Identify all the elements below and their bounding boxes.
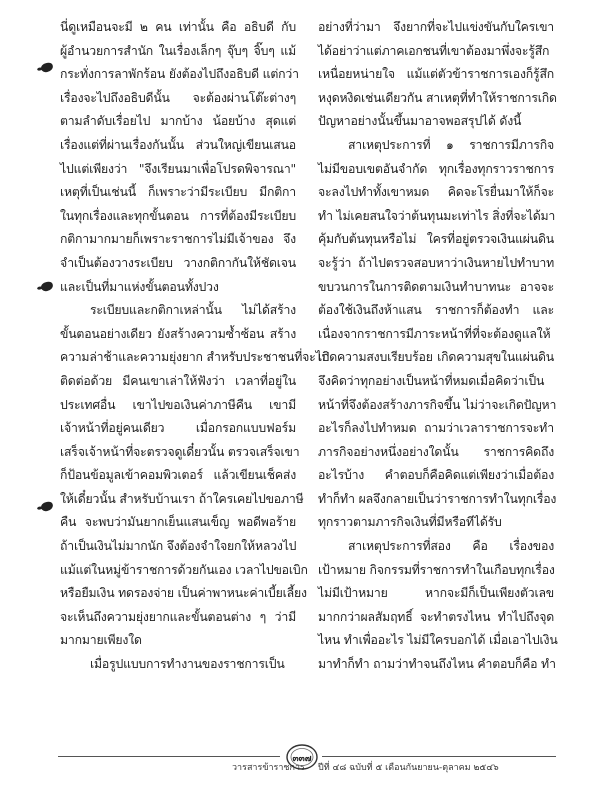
text-line: เป้าหมาย กิจกรรมที่ราชการทำในเกือบทุกเรื่อง: [318, 562, 555, 577]
text-line: เจ้าหน้าที่อยู่คนเดียว เมื่อกรอกแบบฟอร์ม: [60, 421, 296, 436]
footer-rule-right: [322, 756, 556, 757]
text-line: ไม่มีขอบเขตอันจำกัด ทุกเรื่องทุกราวราชการ: [318, 161, 554, 176]
text-line: คุ้มกับต้นทุนหรือไม่ ใครที่อยู่ตรวจเงินแผ่นดิน: [318, 232, 554, 247]
text-line: หงุดหงิดเช่นเดียวกัน สาเหตุที่ทำให้ราชการเกิด: [318, 90, 557, 105]
text-line: ก็ป้อนข้อมูลเข้าคอมพิวเตอร์ แล้วเขียนเช็คส่ง: [60, 468, 296, 483]
text-line: เหตุที่เป็นเช่นนี้ ก็เพราะว่ามีระเบียบ มีกติกา: [60, 185, 296, 200]
text-line: กติกามากมายก็เพราะราชการไม่มีเจ้าของ จึง: [60, 232, 296, 247]
text-line: มาทำก็ทำ ถามว่าทำจนถึงไหน คำตอบก็คือ ทำ: [318, 657, 556, 672]
text-line: ติดต่อด้วย มีคนเขาเล่าให้ฟังว่า เวลาที่อยู่ใน: [60, 373, 296, 388]
text-line: จะรู้ว่า ถ้าไปตรวจสอบหาว่าเงินหายไปทำบาท: [318, 255, 554, 270]
text-line: ทุกราวตามภารกิจเงินที่มีหรือทีได้รับ: [318, 515, 502, 530]
text-line: ภารกิจอย่างหนึ่งอย่างใดนั้น ราชการคิดถึง: [318, 444, 554, 459]
text-line: ได้อย่าว่าแต่ภาคเอกชนที่เขาต้องมาพึ่งจะรู้สึก: [318, 43, 550, 58]
text-line: ทำก็ทำ ผลจึงกลายเป็นว่าราชการทำในทุกเรื่อง: [318, 491, 557, 506]
text-line: เมื่อรูปแบบการทำงานของราชการเป็น: [90, 657, 285, 672]
text-line: ประเทศอื่น เขาไปขอเงินค่าภาษีคืน เขามี: [60, 397, 296, 412]
text-line: กระทั่งการลาพักร้อน ยังต้องไปถึงอธิบดี แต่กว่า: [60, 67, 299, 82]
text-line: ขั้นตอนอย่างเดียว ยังสร้างความซ้ำซ้อน สร้าง: [60, 326, 296, 341]
text-line: เรื่องจะไปถึงอธิบดีนั้น จะต้องผ่านโต๊ะต่างๆ: [60, 90, 296, 105]
text-line: อะไรก็ลงไปทำหมด ถามว่าเวลาราชการจะทำ: [318, 421, 554, 436]
text-line: ความล่าช้าและความยุ่งยาก สำหรับประชาชนที่จะไป: [60, 350, 330, 365]
text-line: ตามลำดับเรื่อยไป มากบ้าง น้อยบ้าง สุดแต่: [60, 114, 296, 129]
text-line: หน้าที่จึงต้องสร้างภารกิจขึ้น ไม่ว่าจะเกิดปัญหา: [318, 397, 557, 412]
text-line: จะเห็นถึงความยุ่งยากและขั้นตอนต่าง ๆ ว่ามี: [60, 609, 296, 624]
text-line: อย่างที่ว่ามา จึงยากที่จะไปแข่งขันกับใครเขา: [318, 20, 554, 34]
page-number: ๓๓๗: [292, 754, 312, 764]
text-line: เสร็จเจ้าหน้าที่จะตรวจดูเดี๋ยวนั้น ตรวจเสร็จเขา: [60, 444, 300, 459]
right-text-column: [318, 16, 558, 677]
text-line: สาเหตุประการที่สอง คือ เรื่องของ: [348, 539, 554, 554]
issue-info: ปีที่ ๔๘ ฉบับที่ ๕ เดือนกันยายน-ตุลาคม ๒๕๔๖: [318, 763, 499, 773]
text-line: คืน จะพบว่ามันยากเย็นแสนเข็ญ พอดีพอร้าย: [60, 515, 296, 530]
text-line: แม้แต่ในหมู่ข้าราชการด้วยกันเอง เวลาไปขอเบิก: [60, 562, 308, 577]
magazine-name: วารสารข้าราชการ: [232, 763, 305, 773]
page-number-badge: [285, 743, 319, 771]
text-line: เกิดความสงบเรียบร้อย เกิดความสุขในแผ่นดิน: [318, 350, 554, 365]
text-line: มากกว่าผลสัมฤทธิ์ จะทำตรงไหน ทำไปถึงจุด: [318, 609, 554, 624]
text-line: สาเหตุประการที่ ๑ ราชการมีภารกิจ: [348, 137, 554, 152]
footer-rule-left: [58, 756, 280, 757]
text-line: และเป็นที่มาแห่งขั้นตอนทั้งปวง: [60, 279, 219, 294]
text-line: เหนื่อยหน่ายใจ แม้แต่ตัวข้าราชการเองก็รู้สึก: [318, 67, 554, 82]
text-line: เนื่องจากราชการมีภาระหน้าที่ที่จะต้องดูแลให้: [318, 326, 551, 341]
text-line: ให้เดี๋ยวนั้น สำหรับบ้านเรา ถ้าใครเคยไปขอภาษี: [60, 491, 304, 506]
text-line: ในทุกเรื่องและทุกขั้นตอน การที่ต้องมีระเบียบ: [60, 208, 296, 223]
text-line: ไม่มีเป้าหมาย หากจะมีก็เป็นเพียงตัวเลข: [318, 586, 554, 601]
text-line: ปัญหาอย่างนั้นขึ้นมาอาจพอสรุปได้ ดังนี้: [318, 114, 522, 129]
text-line: เรื่องแต่ที่ผ่านเรื่องกันนั้น ส่วนใหญ่เขียนเสนอ: [60, 137, 296, 152]
text-line: จึงคิดว่าทุกอย่างเป็นหน้าที่หมดเมื่อคิดว่าเป็น: [318, 373, 545, 388]
text-line: อะไรบ้าง คำตอบก็คือคิดแต่เพียงว่าเมื่อต้อง: [318, 468, 554, 483]
text-line: จำเป็นต้องวางระเบียบ วางกติกากันให้ชัดเจน: [60, 255, 296, 270]
text-line: ต้องใช้เงินถึงห้าแสน ราชการก็ต้องทำ และ: [318, 303, 554, 318]
text-line: นี่ดูเหมือนจะมี ๒ คน เท่านั้น คือ อธิบดี กับ: [60, 20, 296, 34]
bullet-mark-icon: [40, 501, 54, 512]
text-line: ไหน ทำเพื่ออะไร ไม่มีใครบอกได้ เมื่อเอาไปเงิน: [318, 633, 558, 648]
text-line: หรือยืมเงิน ทดรองจ่าย เป็นค่าพาหนะค่าเบี้ยเลี้ยง: [60, 586, 307, 601]
bullet-mark-icon: [40, 281, 54, 292]
text-line: ระเบียบและกติกาเหล่านั้น ไม่ได้สร้าง: [90, 303, 296, 318]
text-line: ถ้าเป็นเงินไม่มากนัก จึงต้องจำใจยกให้หลวงไป: [60, 539, 297, 554]
text-line: ผู้อำนวยการสำนัก ในเรื่องเล็กๆ จุ๊บๆ จิ๊บๆ แม้: [60, 43, 296, 58]
left-text-column: [60, 16, 330, 677]
text-line: ไปแต่เพียงว่า "จึงเรียนมาเพื่อโปรดพิจารณา": [60, 161, 296, 176]
text-line: ทำ ไม่เคยสนใจว่าต้นทุนมะเท่าไร สิ่งที่จะได้มา: [318, 208, 556, 223]
text-line: มากมายเพียงใด: [60, 633, 142, 648]
bullet-mark-icon: [40, 62, 54, 73]
text-line: ขบวนการในการติดตามเงินทำบาทนะ อาจจะ: [318, 279, 554, 294]
text-line: จะลงไปทำทั้งเขาหมด คิดจะโรยื่นมาให้ก็จะ: [318, 185, 554, 200]
